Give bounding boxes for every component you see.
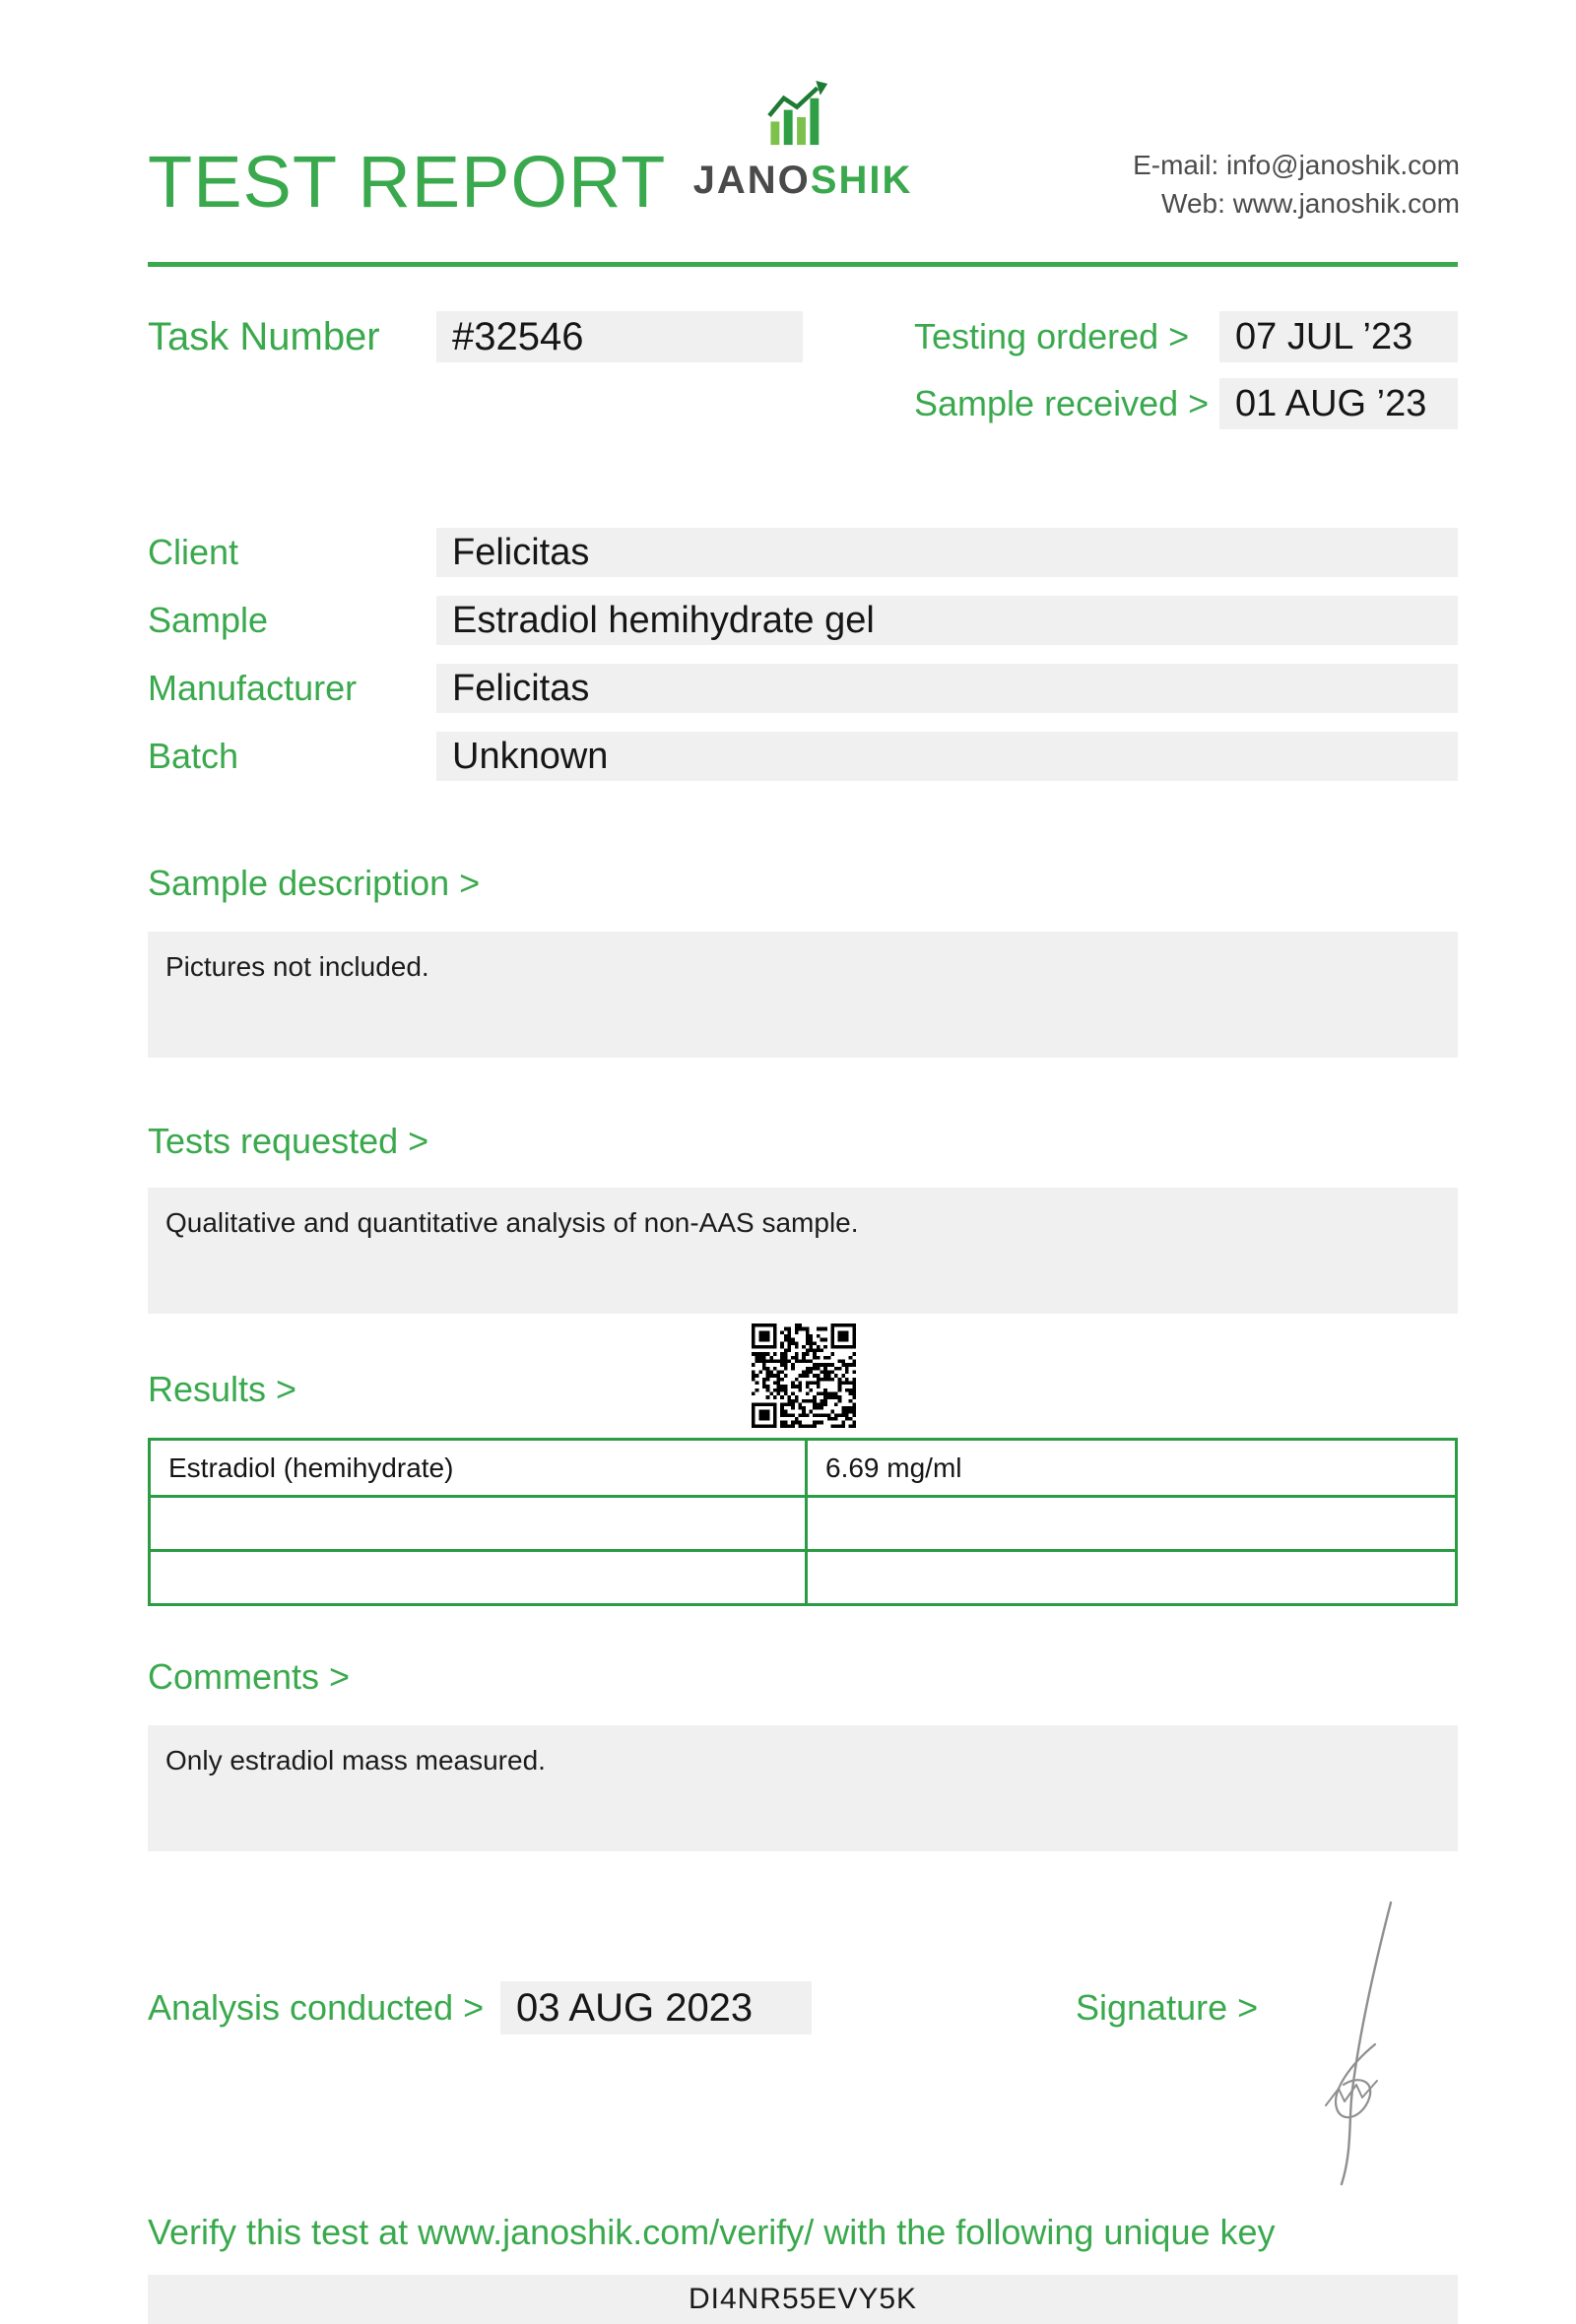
signature-label: Signature > — [1076, 1987, 1259, 2028]
result-analyte: Estradiol (hemihydrate) — [151, 1441, 808, 1495]
results-table-row — [151, 1495, 1455, 1549]
qr-code — [752, 1323, 856, 1428]
web-label: Web: — [1161, 188, 1225, 219]
testing-ordered-label: Testing ordered > — [914, 316, 1190, 356]
testing-ordered-value: 07 JUL ’23 — [1219, 311, 1458, 362]
tests-requested-heading: Tests requested > — [148, 1121, 429, 1161]
info-value-sample: Estradiol hemihydrate gel — [436, 596, 1458, 645]
page-title: TEST REPORT — [148, 141, 667, 223]
logo-text — [680, 159, 926, 203]
analysis-conducted-label: Analysis conducted > — [148, 1987, 485, 2028]
verify-text: Verify this test at www.janoshik.com/verify/ with the following unique key — [148, 2212, 1276, 2252]
tests-requested-box: Qualitative and quantitative analysis of non-AAS sample. — [148, 1188, 1458, 1314]
info-label-client: Client — [148, 532, 239, 572]
info-value-manufacturer: Felicitas — [436, 664, 1458, 713]
sample-received-label: Sample received > — [914, 383, 1210, 423]
info-label-manufacturer: Manufacturer — [148, 668, 358, 708]
info-label-batch: Batch — [148, 736, 239, 776]
contact-web-line — [1133, 184, 1460, 223]
verify-key: DI4NR55EVY5K — [148, 2275, 1458, 2324]
email-value: info@janoshik.com — [1226, 150, 1460, 180]
task-number-label: Task Number — [148, 315, 380, 358]
task-number-value: #32546 — [436, 311, 803, 362]
header-divider — [148, 262, 1458, 267]
signature — [1286, 1897, 1424, 2192]
comments-heading: Comments > — [148, 1656, 351, 1697]
info-value-client: Felicitas — [436, 528, 1458, 577]
sample-received-value: 01 AUG ’23 — [1219, 378, 1458, 429]
results-table-row — [151, 1441, 1455, 1495]
comments-box: Only estradiol mass measured. — [148, 1725, 1458, 1851]
info-value-batch: Unknown — [436, 732, 1458, 781]
email-label: E-mail: — [1133, 150, 1219, 180]
logo-text-secondary: SHIK — [810, 159, 913, 202]
sample-description-heading: Sample description > — [148, 863, 481, 903]
logo — [680, 81, 926, 203]
web-value: www.janoshik.com — [1232, 188, 1460, 219]
info-label-sample: Sample — [148, 600, 269, 640]
result-analyte — [151, 1552, 808, 1603]
logo-text-primary: JANO — [692, 159, 811, 202]
analysis-conducted-value: 03 AUG 2023 — [500, 1981, 812, 2034]
result-value — [808, 1552, 1455, 1603]
sample-description-box: Pictures not included. — [148, 932, 1458, 1058]
result-analyte — [151, 1498, 808, 1549]
contact-info — [1133, 146, 1460, 223]
results-table-row — [151, 1549, 1455, 1603]
contact-email-line — [1133, 146, 1460, 184]
results-table — [148, 1438, 1458, 1606]
signature-scribble-icon — [1286, 1897, 1424, 2192]
logo-chart-icon — [761, 81, 844, 154]
results-heading: Results > — [148, 1369, 297, 1409]
result-value: 6.69 mg/ml — [825, 1452, 962, 1483]
result-value — [808, 1498, 1455, 1549]
